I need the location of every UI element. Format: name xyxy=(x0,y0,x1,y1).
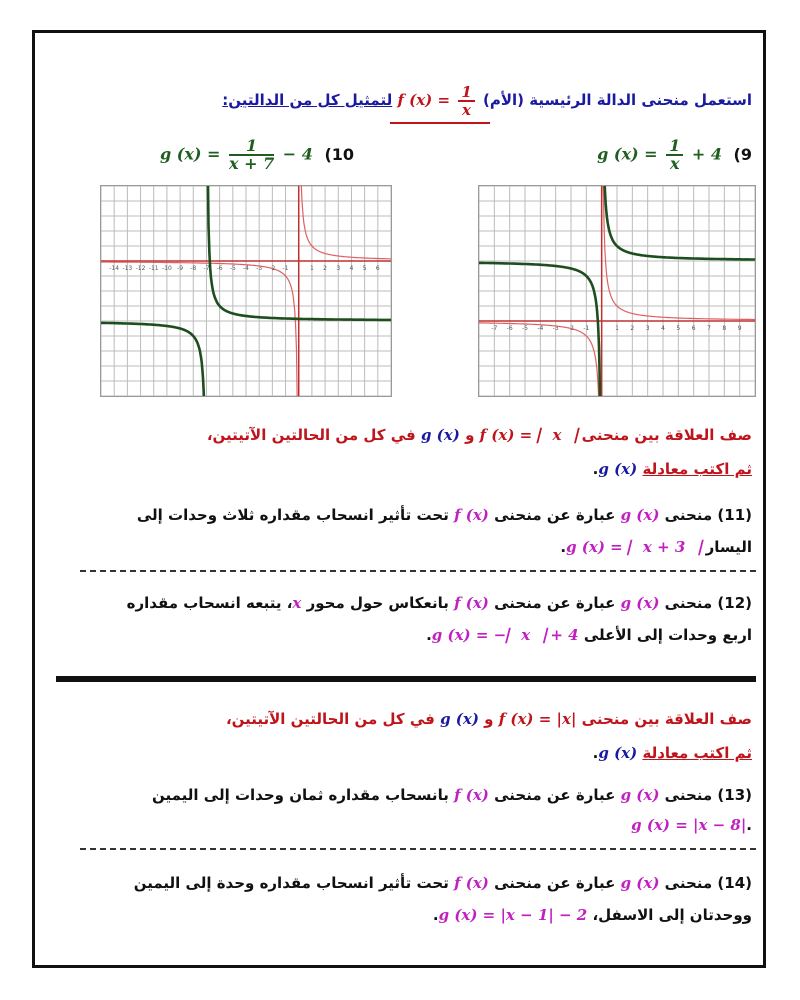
q11-number: (11) منحنى xyxy=(664,506,752,524)
q13-answer: g (x) = |x − 8| xyxy=(631,816,747,834)
q12-dot: . xyxy=(426,626,432,644)
s2-f-expr: f (x) = |x| xyxy=(498,710,577,728)
p9-den: x xyxy=(669,154,680,173)
x-tick-label: -12 xyxy=(135,265,146,272)
q12-text-a: عبارة عن منحنى xyxy=(494,594,616,612)
s1-f-expr: f (x) = ⎸x⎹ xyxy=(479,426,577,444)
p10-number: (10 xyxy=(324,144,355,164)
q12-g: g (x) xyxy=(620,594,660,612)
q12-number: (12) منحنى xyxy=(664,594,752,612)
x-tick-label: 8 xyxy=(722,325,727,332)
x-tick-label: -3 xyxy=(552,325,559,332)
x-tick-label: 3 xyxy=(336,265,341,272)
x-tick-label: -4 xyxy=(243,265,249,272)
q14-line2-text: ووحدتان إلى الاسفل، xyxy=(592,906,752,924)
x-tick-label: -1 xyxy=(282,265,289,272)
x-tick-label: 5 xyxy=(676,325,681,332)
x-tick-label: -4 xyxy=(537,325,544,332)
q11-text-b: تحت تأثير انسحاب مقداره ثلاث وحدات إلى xyxy=(136,506,449,524)
x-tick-label: 3 xyxy=(645,325,650,332)
parent-curve xyxy=(299,185,391,259)
q12-f: f (x) xyxy=(454,594,489,612)
divider-dashed xyxy=(80,570,756,572)
parent-lhs: f (x) = xyxy=(397,91,451,109)
q11-line2-text: اليسار xyxy=(705,538,752,556)
s1-then-write: ثم اكتب معادلة xyxy=(642,460,752,478)
q12-answer: g (x) = −⎸x⎹ + 4 xyxy=(431,626,579,644)
s1-and: و xyxy=(465,426,475,444)
x-tick-label: -8 xyxy=(190,265,197,272)
q13-number: (13) منحنى xyxy=(664,786,752,804)
q13-dot: . xyxy=(746,816,752,834)
q14-answer: g (x) = |x − 1| − 2 xyxy=(438,906,588,924)
q13-f: f (x) xyxy=(454,786,489,804)
q14-g: g (x) xyxy=(620,874,660,892)
header-prefix: استعمل منحنى الدالة الرئيسية (الأم) xyxy=(482,91,752,109)
x-tick-label: -9 xyxy=(177,265,184,272)
p10-den: x + 7 xyxy=(229,154,275,173)
x-tick-label: 5 xyxy=(362,265,367,272)
x-tick-label: -7 xyxy=(203,265,210,272)
header-underline xyxy=(390,122,490,124)
s1-dot: . xyxy=(592,460,599,478)
s2-dot: . xyxy=(592,744,599,762)
q12-axis-var: x xyxy=(292,594,302,612)
section2-then xyxy=(60,744,752,762)
x-tick-label: 4 xyxy=(349,265,354,272)
q14-text-a: عبارة عن منحنى xyxy=(494,874,616,892)
q12-line2-text: اربع وحدات إلى الأعلى xyxy=(583,626,752,644)
x-tick-label: 2 xyxy=(630,325,635,332)
s1-intro-a: صف العلاقة بين منحنى xyxy=(581,426,752,444)
q14-number: (14) منحنى xyxy=(664,874,752,892)
q11-line2 xyxy=(60,538,752,556)
p9-num: 1 xyxy=(666,138,683,156)
p9-lhs: g (x) = xyxy=(597,144,658,164)
parent-num: 1 xyxy=(458,84,474,102)
p10-num: 1 xyxy=(229,138,274,156)
section1-then xyxy=(60,460,752,478)
s2-intro-b: في كل من الحالتين الآتيتين، xyxy=(225,710,435,728)
header-suffix: لتمثيل كل من الدالتين: xyxy=(222,91,393,109)
x-tick-label: -2 xyxy=(269,265,276,272)
s1-intro-b: في كل من الحالتين الآتيتين، xyxy=(206,426,416,444)
q11-line1 xyxy=(60,506,752,524)
q13-g: g (x) xyxy=(620,786,660,804)
s2-g-end: g (x) xyxy=(598,744,638,762)
parent-curve xyxy=(101,262,298,397)
divider-dashed-2 xyxy=(80,848,756,850)
s2-and: و xyxy=(484,710,494,728)
q13-line2 xyxy=(60,816,752,834)
q11-answer: g (x) = ⎸x + 3⎹ xyxy=(566,538,701,556)
q14-line2 xyxy=(60,906,752,924)
q12-line2 xyxy=(60,626,752,644)
x-tick-label: -1 xyxy=(583,325,590,332)
x-tick-label: 2 xyxy=(323,265,328,272)
parent-den: x xyxy=(462,101,471,119)
x-tick-label: -13 xyxy=(122,265,133,272)
header-instruction xyxy=(60,84,752,118)
problem10-label xyxy=(160,138,354,172)
x-tick-label: -11 xyxy=(148,265,159,272)
q13-text-b: بانسحاب مقداره ثمان وحدات إلى اليمين xyxy=(152,786,449,804)
p10-tail: − 4 xyxy=(282,144,313,164)
s1-g-end: g (x) xyxy=(598,460,638,478)
x-tick-label: 9 xyxy=(737,325,742,332)
q11-g: g (x) xyxy=(620,506,660,524)
x-tick-label: -6 xyxy=(506,325,513,332)
q12-line1 xyxy=(60,594,752,612)
q11-text-a: عبارة عن منحنى xyxy=(494,506,616,524)
q14-f: f (x) xyxy=(454,874,489,892)
x-tick-label: -6 xyxy=(216,265,223,272)
problem9-label xyxy=(597,138,752,172)
graph-problem-10 xyxy=(100,185,392,397)
q12-text-c: ، يتبعه انسحاب مقداره xyxy=(126,594,293,612)
graph-problem-9 xyxy=(478,185,756,397)
parent-function xyxy=(397,84,477,118)
x-tick-label: 1 xyxy=(309,265,314,272)
x-tick-label: -7 xyxy=(491,325,498,332)
x-tick-label: -5 xyxy=(522,325,528,332)
x-tick-label: -10 xyxy=(162,265,172,272)
x-tick-label: 6 xyxy=(691,325,696,332)
q12-text-b: بانعكاس حول محور xyxy=(306,594,449,612)
q14-text-b: تحت تأثير انسحاب مقداره وحدة إلى اليمين xyxy=(133,874,449,892)
q13-text-a: عبارة عن منحنى xyxy=(494,786,616,804)
s2-intro-a: صف العلاقة بين منحنى xyxy=(581,710,752,728)
q11-f: f (x) xyxy=(454,506,489,524)
p10-lhs: g (x) = xyxy=(160,144,221,164)
s2-then-write: ثم اكتب معادلة xyxy=(642,744,752,762)
section1-intro xyxy=(60,426,752,444)
x-tick-label: -3 xyxy=(256,265,263,272)
x-tick-label: -5 xyxy=(229,265,236,272)
x-tick-label: -14 xyxy=(109,265,120,272)
x-tick-label: 1 xyxy=(615,325,619,332)
q11-dot: . xyxy=(560,538,567,556)
divider-thick xyxy=(56,676,756,682)
s2-g-expr: g (x) xyxy=(440,710,479,728)
x-tick-label: 4 xyxy=(661,325,665,332)
p9-tail: + 4 xyxy=(691,144,722,164)
q14-dot: . xyxy=(432,906,439,924)
p9-number: (9 xyxy=(733,144,752,164)
s1-g-expr: g (x) xyxy=(420,426,460,444)
x-tick-label: -2 xyxy=(568,325,574,332)
x-tick-label: 7 xyxy=(707,325,711,332)
section2-intro xyxy=(60,710,752,728)
q14-line1 xyxy=(60,874,752,892)
x-tick-label: 6 xyxy=(375,265,380,272)
q13-line1 xyxy=(60,786,752,804)
